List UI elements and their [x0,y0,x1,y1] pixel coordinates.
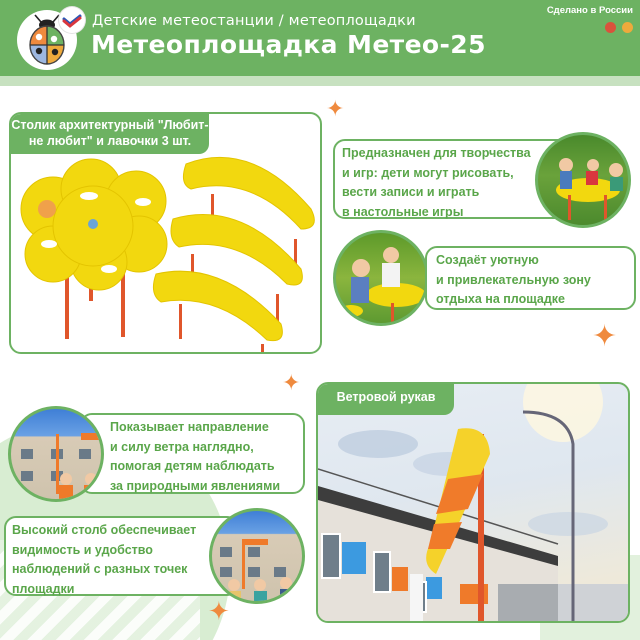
header-subtitle: Детские метеостанции / метеоплощадки [92,13,416,29]
feature-card-cozy-zone [425,246,636,310]
feature-text-creativity: Предназначен для творчества и игр: дети могут рисовать, вести записи и играть в настольные игры [342,146,531,219]
photo-children-walking [209,508,305,604]
feature-card-high-pole [4,516,239,596]
sparkle-icon: ✦ [592,320,618,353]
made-in-russia-label: Сделано в России [546,5,633,16]
product-card-windsock [316,382,630,623]
russia-flag-check-icon [59,7,85,33]
feature-text-high-pole: Высокий столб обеспечивает видимость и удобство наблюдений с разных точек площадки [12,523,197,596]
header-banner [0,0,640,76]
header-divider-strip [0,76,640,86]
photo-kids-at-table [333,230,429,326]
feature-text-cozy-zone: Создаёт уютную и привлекательную зону отдыха на площадке [436,253,591,306]
sparkle-icon: ✦ [326,96,345,121]
russia-flag-badge [59,7,85,33]
product-card-label [11,114,209,154]
photo-children-near-windsock [8,406,104,502]
sparkle-icon: ✦ [208,596,230,626]
product-label-line2: не любит" и лавочки 3 шт. [28,134,192,148]
sparkle-icon: ✦ [282,370,301,395]
product-label-line1: Столик архитектурный "Любит- [11,118,209,132]
feature-text-wind-direction: Показывает направление и силу ветра наглядно, помогая детям наблюдать за природными явлениями [110,420,281,493]
indicator-dot-orange [622,22,633,33]
photo-children-playing [535,132,631,228]
indicator-dot-red [605,22,616,33]
windsock-photo [318,384,630,623]
windsock-card-label: Ветровой рукав [318,384,454,415]
product-card-table [9,112,322,354]
page-title: Метеоплощадка Метео-25 [91,30,486,59]
feature-card-wind-direction [80,413,305,494]
